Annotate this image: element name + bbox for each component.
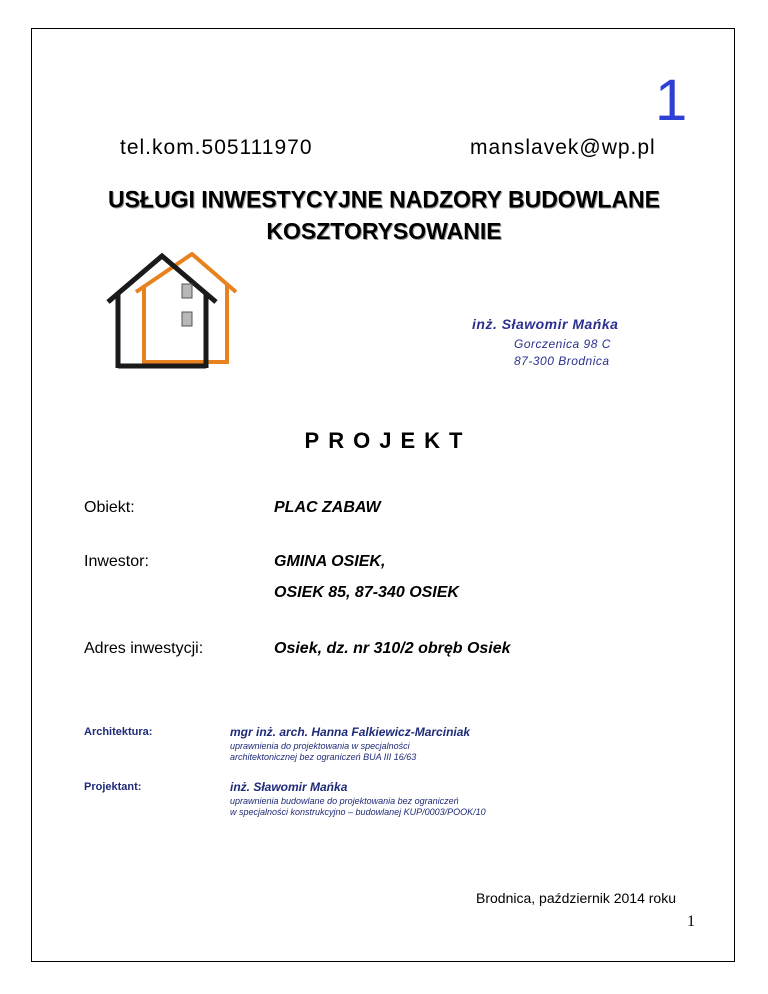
architect-name: mgr inż. arch. Hanna Falkiewicz-Marciniak bbox=[230, 725, 471, 739]
page-border bbox=[31, 28, 735, 962]
contact-email: manslavek@wp.pl bbox=[470, 136, 656, 159]
engineer-city: 87-300 Brodnica bbox=[514, 354, 610, 368]
designer-license-line2: w specjalności konstrukcyjno – budowlanej KUP/0003/POOK/10 bbox=[230, 807, 486, 817]
designer-name: inż. Sławomir Mańka bbox=[230, 780, 348, 794]
designer-label: Projektant: bbox=[84, 781, 142, 793]
designer-license-line1: uprawnienia budowlane do projektowania bez ograniczeń bbox=[230, 796, 459, 806]
address-value: Osiek, dz. nr 310/2 obręb Osiek bbox=[274, 640, 511, 657]
house-icon bbox=[106, 252, 256, 372]
architect-license-line1: uprawnienia do projektowania w specjalności bbox=[230, 741, 410, 751]
company-name-line1: USŁUGI INWESTYCYJNE NADZORY BUDOWLANE bbox=[107, 185, 661, 213]
object-label: Obiekt: bbox=[84, 499, 135, 516]
architect-license-line2: architektonicznej bez ograniczeń BUA III 16/63 bbox=[230, 752, 417, 762]
page-number-top: 1 bbox=[655, 68, 688, 133]
address-label: Adres inwestycji: bbox=[84, 640, 204, 657]
place-date: Brodnica, październik 2014 roku bbox=[476, 890, 677, 906]
object-value: PLAC ZABAW bbox=[274, 499, 381, 516]
document-title: PROJEKT bbox=[304, 428, 472, 453]
investor-value-line1: GMINA OSIEK, bbox=[274, 553, 386, 570]
engineer-street: Gorczenica 98 C bbox=[514, 337, 611, 351]
engineer-name: inż. Sławomir Mańka bbox=[472, 316, 619, 332]
company-name-line2: KOSZTORYSOWANIE bbox=[266, 218, 502, 244]
page-number-bottom: 1 bbox=[687, 913, 695, 930]
architecture-label: Architektura: bbox=[84, 726, 153, 738]
contact-phone: tel.kom.505111970 bbox=[120, 136, 313, 159]
investor-label: Inwestor: bbox=[84, 553, 149, 570]
investor-value-line2: OSIEK 85, 87-340 OSIEK bbox=[274, 584, 459, 601]
